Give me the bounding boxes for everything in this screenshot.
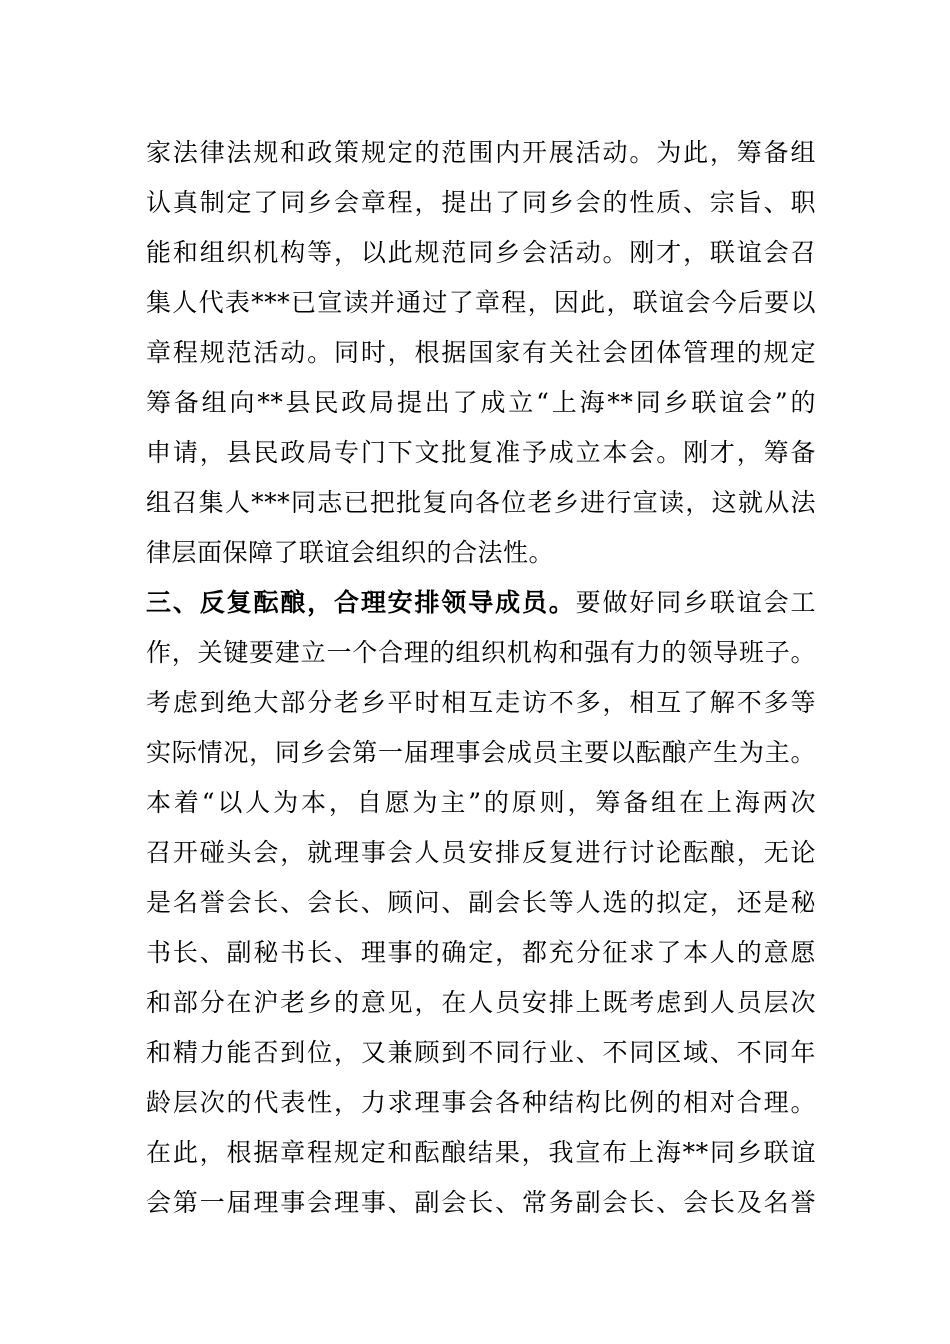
text-line: 会第一届理事会理事、副会长、常务副会长、会长及名誉 [146,1188,816,1217]
text-line: 和部分在沪老乡的意见，在人员安排上既考虑到人员层次 [146,988,816,1017]
text-line: 召开碰头会，就理事会人员安排反复进行讨论酝酿，无论 [146,838,816,867]
text-line: 书长、副秘书长、理事的确定，都充分征求了本人的意愿 [146,938,816,967]
text-line: 组召集人***同志已把批复向各位老乡进行宣读，这就从法 [146,488,816,517]
text-line: 筹备组向**县民政局提出了成立“上海**同乡联谊会”的 [146,388,816,417]
text-line: 和精力能否到位，又兼顾到不同行业、不同区域、不同年 [146,1038,816,1067]
text-line: 认真制定了同乡会章程，提出了同乡会的性质、宗旨、职 [146,188,816,217]
text-line: 在此，根据章程规定和酝酿结果，我宣布上海**同乡联谊 [146,1138,816,1167]
section-heading: 三、反复酝酿，合理安排领导成员。 [146,588,576,617]
text-line: 是名誉会长、会长、顾问、副会长等人选的拟定，还是秘 [146,888,816,917]
text-line: 实际情况，同乡会第一届理事会成员主要以酝酿产生为主。 [146,738,816,767]
text-line: 申请，县民政局专门下文批复准予成立本会。刚才，筹备 [146,438,816,467]
text-line: 能和组织机构等，以此规范同乡会活动。刚才，联谊会召 [146,238,816,267]
text-line: 家法律法规和政策规定的范围内开展活动。为此，筹备组 [146,138,816,167]
text-line: 本着“以人为本，自愿为主”的原则，筹备组在上海两次 [146,788,816,817]
section-heading-line [146,578,816,628]
text-line: 作，关键要建立一个合理的组织机构和强有力的领导班子。 [146,638,816,667]
text-line: 章程规范活动。同时，根据国家有关社会团体管理的规定 [146,338,816,367]
text-line: 集人代表***已宣读并通过了章程，因此，联谊会今后要以 [146,288,816,317]
text-line: 律层面保障了联谊会组织的合法性。 [146,538,555,567]
body-text [146,128,816,1228]
text-line: 龄层次的代表性，力求理事会各种结构比例的相对合理。 [146,1088,816,1117]
section-heading-rest: 要做好同乡联谊会工 [575,588,816,617]
text-line: 考虑到绝大部分老乡平时相互走访不多，相互了解不多等 [146,688,816,717]
